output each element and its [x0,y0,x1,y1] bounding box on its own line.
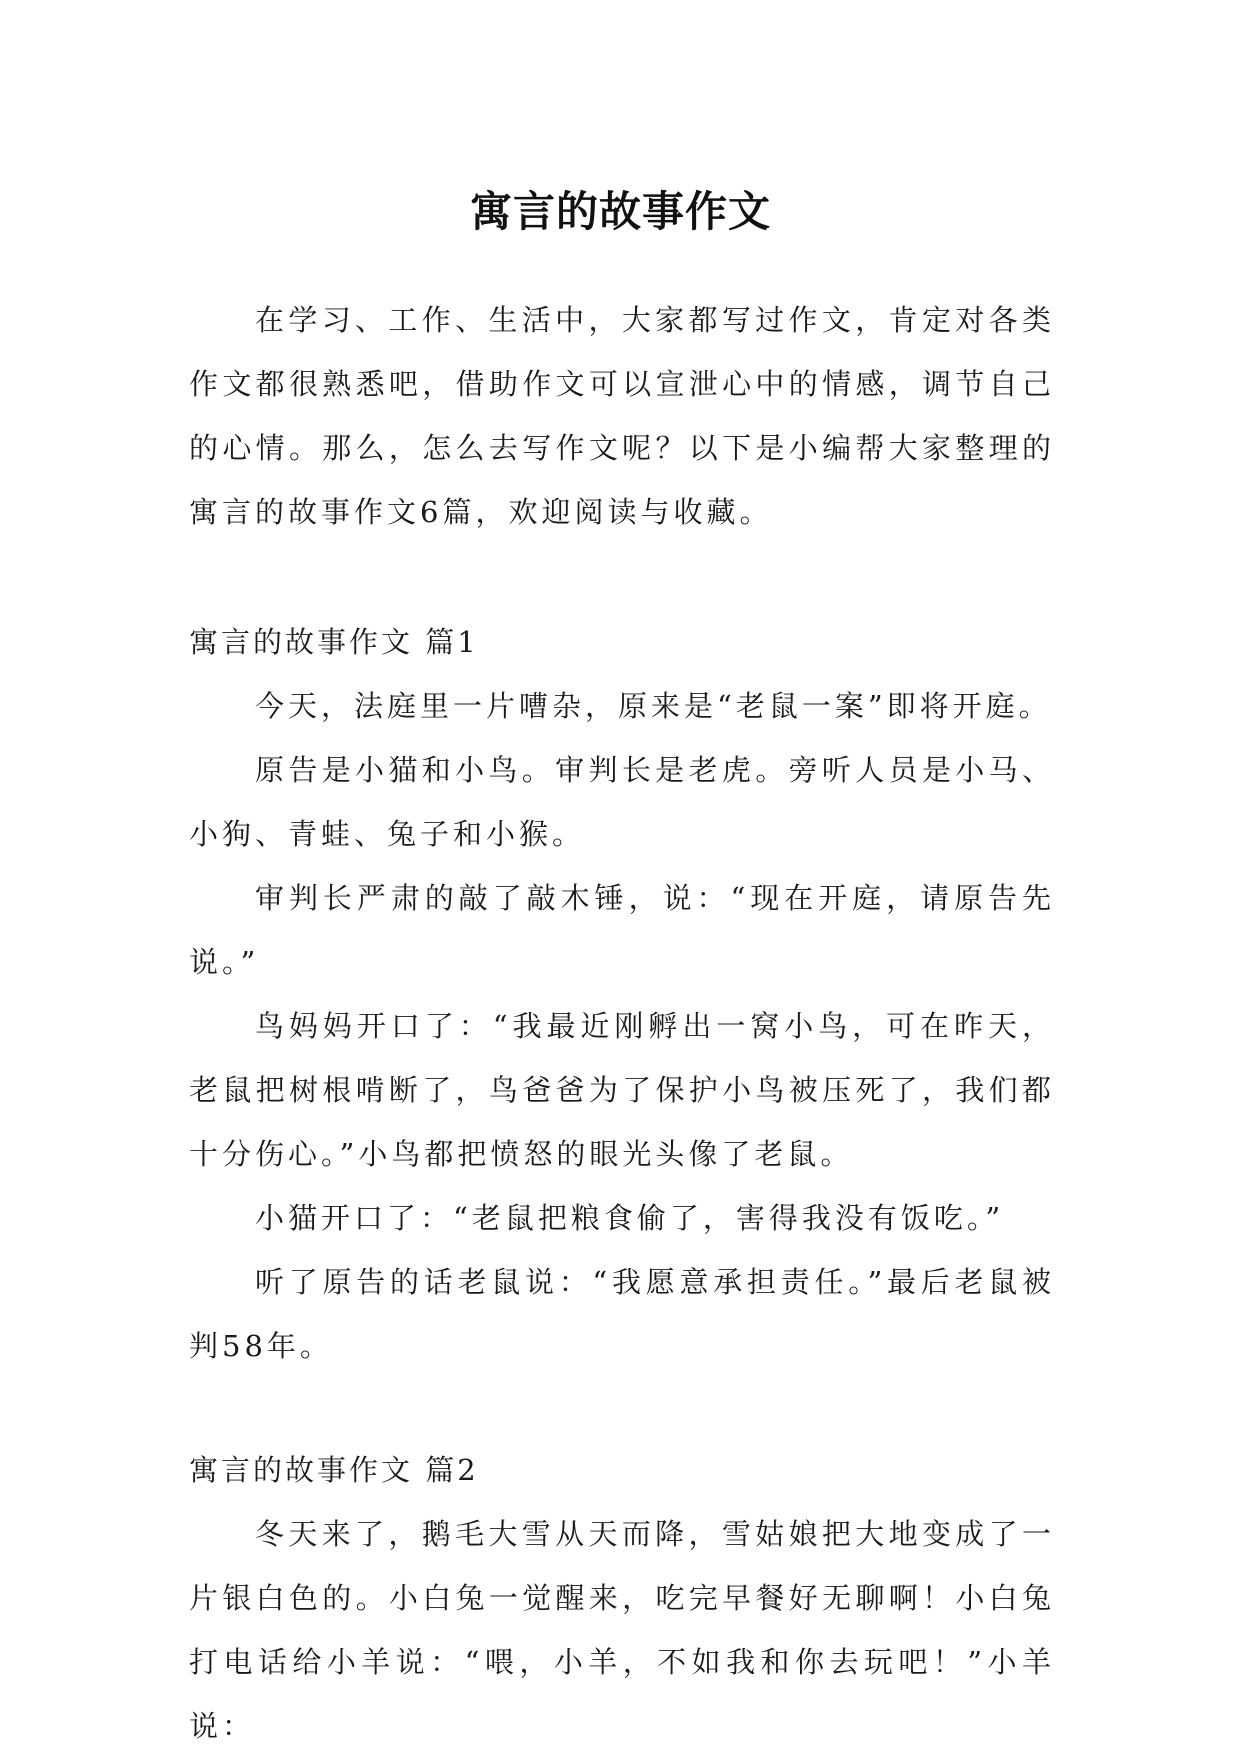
section-2 [189,1438,1055,1758]
body-paragraph: 小猫开口了：“老鼠把粮食偷了，害得我没有饭吃。” [255,1201,1005,1235]
body-paragraph: 今天，法庭里一片嘈杂，原来是“老鼠一案”即将开庭。 [255,689,1052,723]
body-paragraph: 听了原告的话老鼠说：“我愿意承担责任。”最后老鼠被判58年。 [189,1265,1055,1363]
document-body [189,288,1055,1758]
section-heading: 寓言的故事作文 篇1 [189,625,479,659]
body-paragraph: 鸟妈妈开口了：“我最近刚孵出一窝小鸟，可在昨天，老鼠把树根啃断了，鸟爸爸为了保护小鸟被压死了，我们都十分伤心。”小鸟都把愤怒的眼光头像了老鼠。 [189,1009,1055,1171]
section-1 [189,610,1055,1378]
section-heading: 寓言的故事作文 篇2 [189,1453,479,1487]
body-paragraph: 审判长严肃的敲了敲木锤，说：“现在开庭，请原告先说。” [189,881,1055,979]
body-paragraph: 冬天来了，鹅毛大雪从天而降，雪姑娘把大地变成了一片银白色的。小白兔一觉醒来，吃完早餐好无聊啊！小白兔打电话给小羊说：“喂，小羊，不如我和你去玩吧！”小羊说： [189,1517,1055,1743]
body-paragraph: 原告是小猫和小鸟。审判长是老虎。旁听人员是小马、小狗、青蛙、兔子和小猴。 [189,753,1055,851]
section-spacer [189,1378,1055,1438]
intro-paragraph: 在学习、工作、生活中，大家都写过作文，肯定对各类作文都很熟悉吧，借助作文可以宣泄心中的情感，调节自己的心情。那么，怎么去写作文呢？以下是小编帮大家整理的寓言的故事作文6篇，欢迎阅读与收藏。 [189,303,1055,529]
document-title: 寓言的故事作文 [469,187,771,237]
